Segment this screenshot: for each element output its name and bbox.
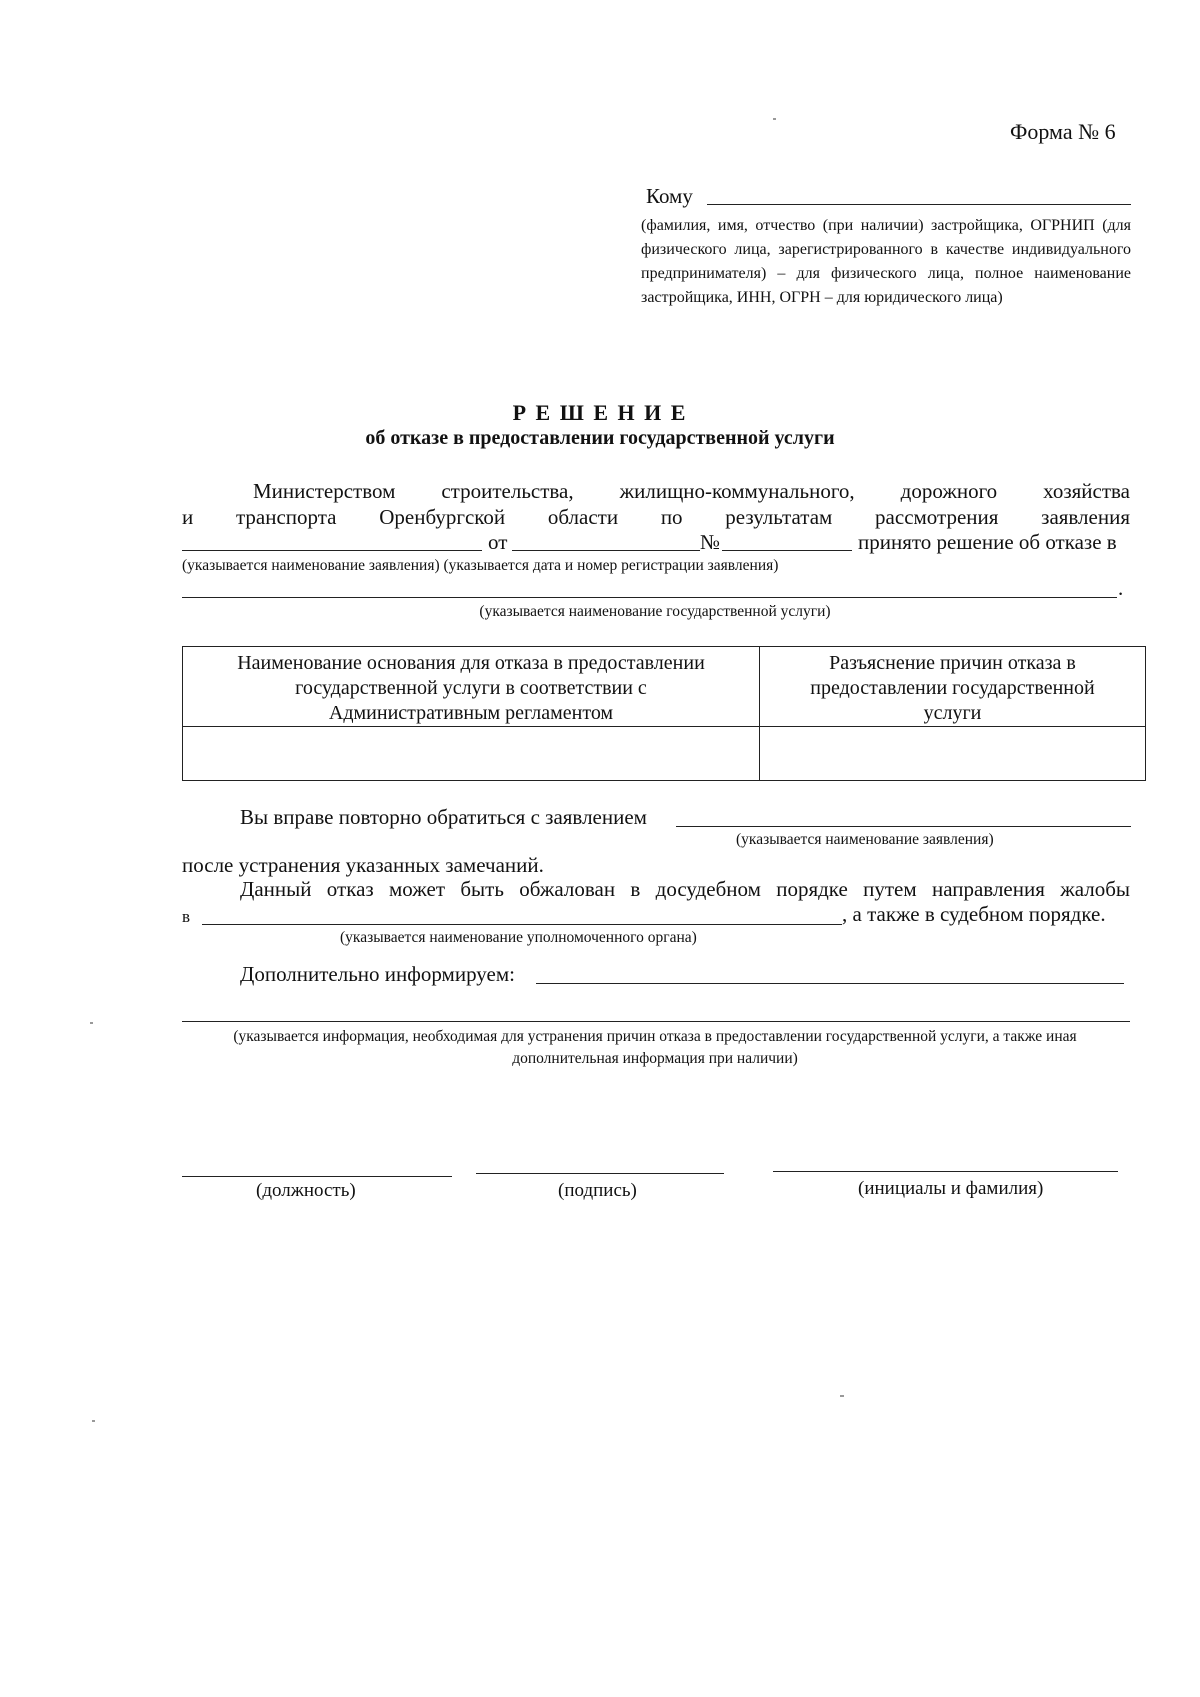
- table-cell-explanation[interactable]: [760, 727, 1146, 781]
- scan-speck: [773, 118, 776, 120]
- table-cell-grounds[interactable]: [183, 727, 760, 781]
- intro-period: .: [1118, 576, 1124, 600]
- table-header-grounds-text: Наименование основания для отказа в предоставлении государственной услуги в соответствии с Административным регламентом: [237, 652, 705, 724]
- service-name-field[interactable]: [182, 597, 1117, 598]
- reapply-hint: (указывается наименование заявления): [736, 831, 994, 848]
- document-title: Р Е Ш Е Н И Е: [512, 400, 688, 425]
- signature-sign-field[interactable]: [476, 1173, 724, 1174]
- intro-line-1: Министерством строительства, жилищно-коммунального, дорожного хозяйства: [253, 479, 1130, 503]
- appeal-line-1: Данный отказ может быть обжалован в досудебном порядке путем направления жалобы: [240, 877, 1130, 901]
- additional-field-2[interactable]: [182, 1021, 1130, 1022]
- intro-number-sign: №: [700, 530, 721, 554]
- signature-sign-label: (подпись): [558, 1180, 637, 1201]
- appeal-authority-field[interactable]: [202, 924, 842, 925]
- appeal-hint: (указывается наименование уполномоченного органа): [340, 929, 697, 946]
- signature-position-field[interactable]: [182, 1176, 452, 1177]
- refusal-table: [182, 646, 1146, 781]
- appeal-prefix: в: [182, 907, 191, 926]
- scan-speck: [90, 1022, 93, 1024]
- recipient-field[interactable]: [707, 204, 1131, 205]
- table-header-explanation-text: Разъяснение причин отказа в предоставлении государственной услуги: [810, 652, 1095, 724]
- application-name-field[interactable]: [182, 550, 482, 551]
- application-date-field[interactable]: [512, 550, 700, 551]
- intro-from: от: [488, 530, 508, 554]
- additional-field-1[interactable]: [536, 983, 1124, 984]
- recipient-note: (фамилия, имя, отчество (при наличии) застройщика, ОГРНИП (для физического лица, зарегистрированного в качестве индивидуального предпринимателя) – для физического лица, полное наименование застройщика, ИНН, ОГРН – для юридического лица): [641, 217, 1131, 306]
- reapply-text: Вы вправе повторно обратиться с заявлением: [240, 805, 647, 829]
- intro-decision: принято решение об отказе в: [858, 530, 1117, 554]
- hint-application: (указывается наименование заявления) (указывается дата и номер регистрации заявления): [182, 557, 779, 574]
- application-number-field[interactable]: [722, 550, 852, 551]
- reapply-field[interactable]: [676, 826, 1131, 827]
- signature-name-label: (инициалы и фамилия): [858, 1178, 1044, 1199]
- appeal-suffix: , а также в судебном порядке.: [842, 902, 1106, 926]
- form-number: Форма № 6: [1010, 119, 1116, 144]
- recipient-label: Кому: [646, 184, 693, 208]
- additional-label: Дополнительно информируем:: [240, 962, 515, 986]
- scan-speck: [92, 1420, 95, 1422]
- table-header-explanation: [760, 647, 1146, 727]
- table-header-grounds: [183, 647, 760, 727]
- signature-position-label: (должность): [256, 1180, 356, 1201]
- reapply-after: после устранения указанных замечаний.: [182, 853, 544, 877]
- hint-service: (указывается наименование государственной услуги): [479, 603, 831, 620]
- additional-hint: (указывается информация, необходимая для устранения причин отказа в предоставлении государственной услуги, а также иная дополнительная информация при наличии): [233, 1028, 1077, 1067]
- intro-line-2: и транспорта Оренбургской области по результатам рассмотрения заявления: [182, 505, 1130, 529]
- document-subtitle: об отказе в предоставлении государственной услуги: [365, 427, 835, 449]
- scan-speck: [840, 1395, 844, 1397]
- signature-name-field[interactable]: [773, 1171, 1118, 1172]
